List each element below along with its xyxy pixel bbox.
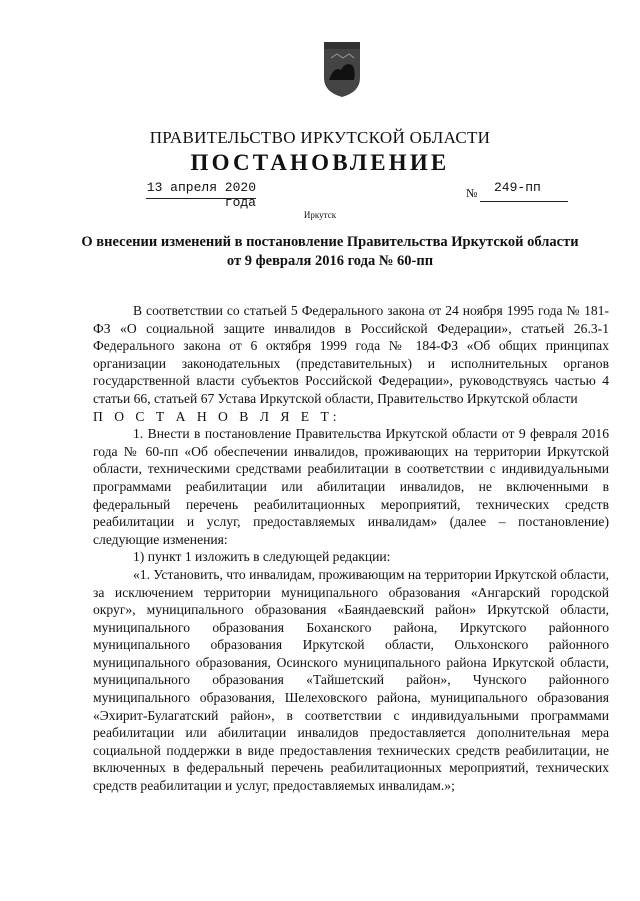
subpoint-1-paragraph: 1) пункт 1 изложить в следующей редакции: — [133, 549, 391, 565]
resolves-heading: П О С Т А Н О В Л Я Е Т: — [93, 408, 341, 424]
number-sign: № — [466, 186, 478, 200]
document-title — [60, 233, 600, 271]
document-body — [93, 302, 609, 795]
title-line-2: от 9 февраля 2016 года № 60-пп — [226, 253, 434, 269]
number-underline — [480, 201, 568, 202]
point-1-paragraph: 1. Внести в постановление Правительства Иркутской области от 9 февраля 2016 года № 60-пп «Об обеспечении инвалидов, проживающих на территории Иркутской области, техническими средствами реабилитации в соответствии с индивидуальными программами реабилитации или абилитации инвалидов, не включенными в федеральный перечень реабилитационных мероприятий, технических средств реабилитации и услуг, предоставляемых инвалидам» (далее – постановление) следующие изменения: — [93, 426, 609, 547]
coat-of-arms-icon — [321, 40, 363, 98]
document-date: 13 апреля 2020 года — [146, 180, 256, 210]
date-underline — [146, 198, 256, 199]
document-number: 249-пп — [494, 180, 541, 195]
preamble-paragraph: В соответствии со статьей 5 Федерального закона от 24 ноября 1995 года № 181-ФЗ «О социальной защите инвалидов в Российской Федерации», статьей 26.3-1 Федерального закона от 6 октября 1999 года № 184-ФЗ «Об общих принципах организации законодательных (представительных) и исполнительных органов государственной власти субъектов Российской Федерации», руководствуясь частью 4 статьи 66, статьей 67 Устава Иркутской области, Правительство Иркутской области — [93, 303, 609, 406]
quoted-provision-paragraph: «1. Установить, что инвалидам, проживающим на территории Иркутской области, за исключением территории муниципального образования «Ангарский городской округ», муниципального образования «Баяндаевский район» Иркутской области, муниципального образования Боханского района, Иркутского районного муниципального образования Иркутской области, Ольхонского районного муниципального образования, Осинского муниципального района Иркутской области, муниципального образования «Тайшетский район», Чунского районного муниципального образования, Шелеховского района, муниципального образования «Эхирит-Булагатский район», в соответствии с индивидуальными программами реабилитации или абилитации инвалидов предоставляется дополнительная мера социальной поддержки в виде предоставления технических средств реабилитации, не включенных в федеральный перечень реабилитационных мероприятий, технических средств реабилитации и услуг, предоставляемых инвалидам.»; — [93, 566, 609, 794]
city-name: Иркутск — [303, 210, 337, 220]
government-name: ПРАВИТЕЛЬСТВО ИРКУТСКОЙ ОБЛАСТИ — [149, 128, 491, 147]
document-type: ПОСТАНОВЛЕНИЕ — [190, 150, 450, 175]
title-line-1: О внесении изменений в постановление Правительства Иркутской области — [81, 234, 579, 250]
